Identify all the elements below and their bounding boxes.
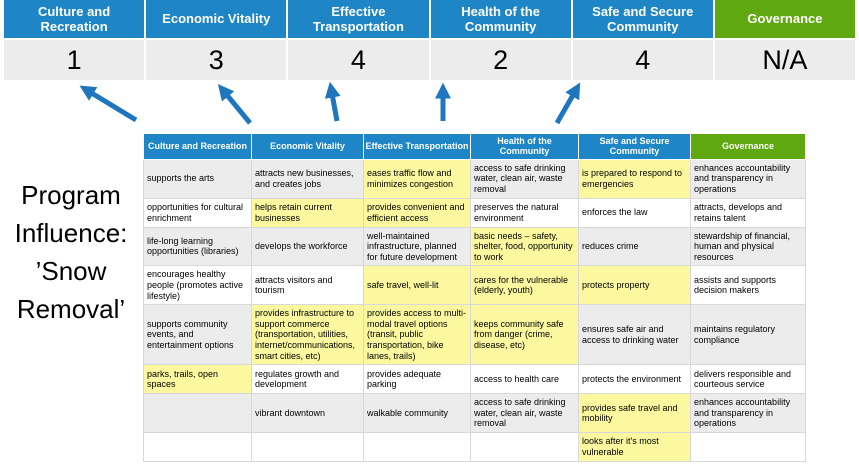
- matrix-column-header-2: Economic Vitality: [252, 134, 364, 160]
- matrix-cell-r6-c5: protects the environment: [579, 365, 691, 394]
- matrix-cell-r5-c1: supports community events, and entertainment options: [144, 305, 252, 365]
- matrix-cell-r3-c1: life-long learning opportunities (libraries): [144, 227, 252, 266]
- matrix-cell-r2-c6: attracts, develops and retains talent: [691, 198, 806, 227]
- matrix-cell-r6-c1: parks, trails, open spaces: [144, 365, 252, 394]
- matrix-cell-r7-c2: vibrant downtown: [252, 394, 364, 433]
- matrix-cell-r2-c1: opportunities for cultural enrichment: [144, 198, 252, 227]
- matrix-cell-r8-c2: [252, 433, 364, 462]
- matrix-cell-r1-c6: enhances accountability and transparency in operations: [691, 159, 806, 198]
- table-row: [144, 159, 806, 198]
- matrix-cell-r6-c3: provides adequate parking: [364, 365, 471, 394]
- matrix-cell-r7-c5: provides safe travel and mobility: [579, 394, 691, 433]
- matrix-cell-r2-c3: provides convenient and efficient access: [364, 198, 471, 227]
- matrix-cell-r8-c6: [691, 433, 806, 462]
- matrix-cell-r1-c1: supports the arts: [144, 159, 252, 198]
- table-row: [144, 305, 806, 365]
- matrix-cell-r4-c6: assists and supports decision makers: [691, 266, 806, 305]
- matrix-cell-r1-c3: eases traffic flow and minimizes congestion: [364, 159, 471, 198]
- summary-score-3: 4: [288, 40, 428, 80]
- program-influence-label-line: Influence:: [14, 218, 128, 248]
- matrix-cell-r2-c2: helps retain current businesses: [252, 198, 364, 227]
- matrix-cell-r8-c5: looks after it's most vulnerable: [579, 433, 691, 462]
- matrix-cell-r3-c4: basic needs – safety, shelter, food, opportunity to work: [471, 227, 579, 266]
- matrix-cell-r7-c4: access to safe drinking water, clean air, waste removal: [471, 394, 579, 433]
- summary-header-2: Economic Vitality: [146, 0, 286, 38]
- summary-score-2: 3: [146, 40, 286, 80]
- summary-score-table: [4, 0, 855, 80]
- matrix-cell-r4-c3: safe travel, well-lit: [364, 266, 471, 305]
- summary-header-3: Effective Transportation: [288, 0, 428, 38]
- program-influence-label-line: Program: [21, 180, 121, 210]
- matrix-cell-r4-c4: cares for the vulnerable (elderly, youth): [471, 266, 579, 305]
- matrix-cell-r3-c6: stewardship of financial, human and physical resources: [691, 227, 806, 266]
- matrix-column-header-6: Governance: [691, 134, 806, 160]
- program-influence-label-line: Removal’: [16, 294, 126, 324]
- table-row: [144, 365, 806, 394]
- matrix-cell-r5-c6: maintains regulatory compliance: [691, 305, 806, 365]
- summary-header-1: Culture and Recreation: [4, 0, 144, 38]
- matrix-cell-r2-c5: enforces the law: [579, 198, 691, 227]
- matrix-cell-r5-c2: provides infrastructure to support commerce (transportation, utilities, internet/communications, smart cities, etc): [252, 305, 364, 365]
- table-row: [144, 198, 806, 227]
- matrix-cell-r5-c5: ensures safe air and access to drinking water: [579, 305, 691, 365]
- matrix-column-header-5: Safe and Secure Community: [579, 134, 691, 160]
- summary-score-4: 2: [431, 40, 571, 80]
- matrix-body: [144, 159, 806, 461]
- table-row: [144, 433, 806, 462]
- summary-header-5: Safe and Secure Community: [573, 0, 713, 38]
- program-influence-matrix: [143, 133, 806, 462]
- summary-header-4: Health of the Community: [431, 0, 571, 38]
- matrix-cell-r7-c3: walkable community: [364, 394, 471, 433]
- up-arrow-icon: [557, 88, 577, 123]
- summary-header-6: Governance: [715, 0, 855, 38]
- table-row: [144, 394, 806, 433]
- matrix-cell-r6-c2: regulates growth and development: [252, 365, 364, 394]
- matrix-cell-r1-c2: attracts new businesses, and creates jobs: [252, 159, 364, 198]
- matrix-cell-r6-c4: access to health care: [471, 365, 579, 394]
- summary-score-1: 1: [4, 40, 144, 80]
- matrix-cell-r3-c3: well-maintained infrastructure, planned for future development: [364, 227, 471, 266]
- table-row: [144, 266, 806, 305]
- matrix-cell-r6-c6: delivers responsible and courteous service: [691, 365, 806, 394]
- summary-score-6: N/A: [715, 40, 855, 80]
- matrix-column-header-1: Culture and Recreation: [144, 134, 252, 160]
- matrix-cell-r4-c5: protects property: [579, 266, 691, 305]
- matrix-cell-r4-c2: attracts visitors and tourism: [252, 266, 364, 305]
- matrix-header-row: [144, 134, 806, 160]
- table-row: [144, 227, 806, 266]
- program-influence-label-line: ’Snow: [35, 256, 107, 286]
- matrix-column-header-3: Effective Transportation: [364, 134, 471, 160]
- matrix-cell-r8-c4: [471, 433, 579, 462]
- matrix-cell-r4-c1: encourages healthy people (promotes active lifestyle): [144, 266, 252, 305]
- matrix-cell-r7-c6: enhances accountability and transparency in operations: [691, 394, 806, 433]
- matrix-cell-r2-c4: preserves the natural environment: [471, 198, 579, 227]
- matrix-cell-r8-c3: [364, 433, 471, 462]
- matrix-cell-r3-c2: develops the workforce: [252, 227, 364, 266]
- program-influence-label: [0, 176, 142, 328]
- matrix-cell-r5-c4: keeps community safe from danger (crime, disease, etc): [471, 305, 579, 365]
- matrix-column-header-4: Health of the Community: [471, 134, 579, 160]
- arrows-layer: [0, 75, 660, 127]
- matrix-cell-r7-c1: [144, 394, 252, 433]
- matrix-cell-r8-c1: [144, 433, 252, 462]
- summary-score-5: 4: [573, 40, 713, 80]
- matrix-cell-r1-c4: access to safe drinking water, clean air, waste removal: [471, 159, 579, 198]
- up-arrow-icon: [222, 89, 250, 123]
- up-arrow-icon: [331, 88, 337, 121]
- matrix-cell-r3-c5: reduces crime: [579, 227, 691, 266]
- up-arrow-icon: [85, 89, 136, 120]
- matrix-cell-r5-c3: provides access to multi-modal travel options (transit, public transportation, bike lanes, trails): [364, 305, 471, 365]
- matrix-cell-r1-c5: is prepared to respond to emergencies: [579, 159, 691, 198]
